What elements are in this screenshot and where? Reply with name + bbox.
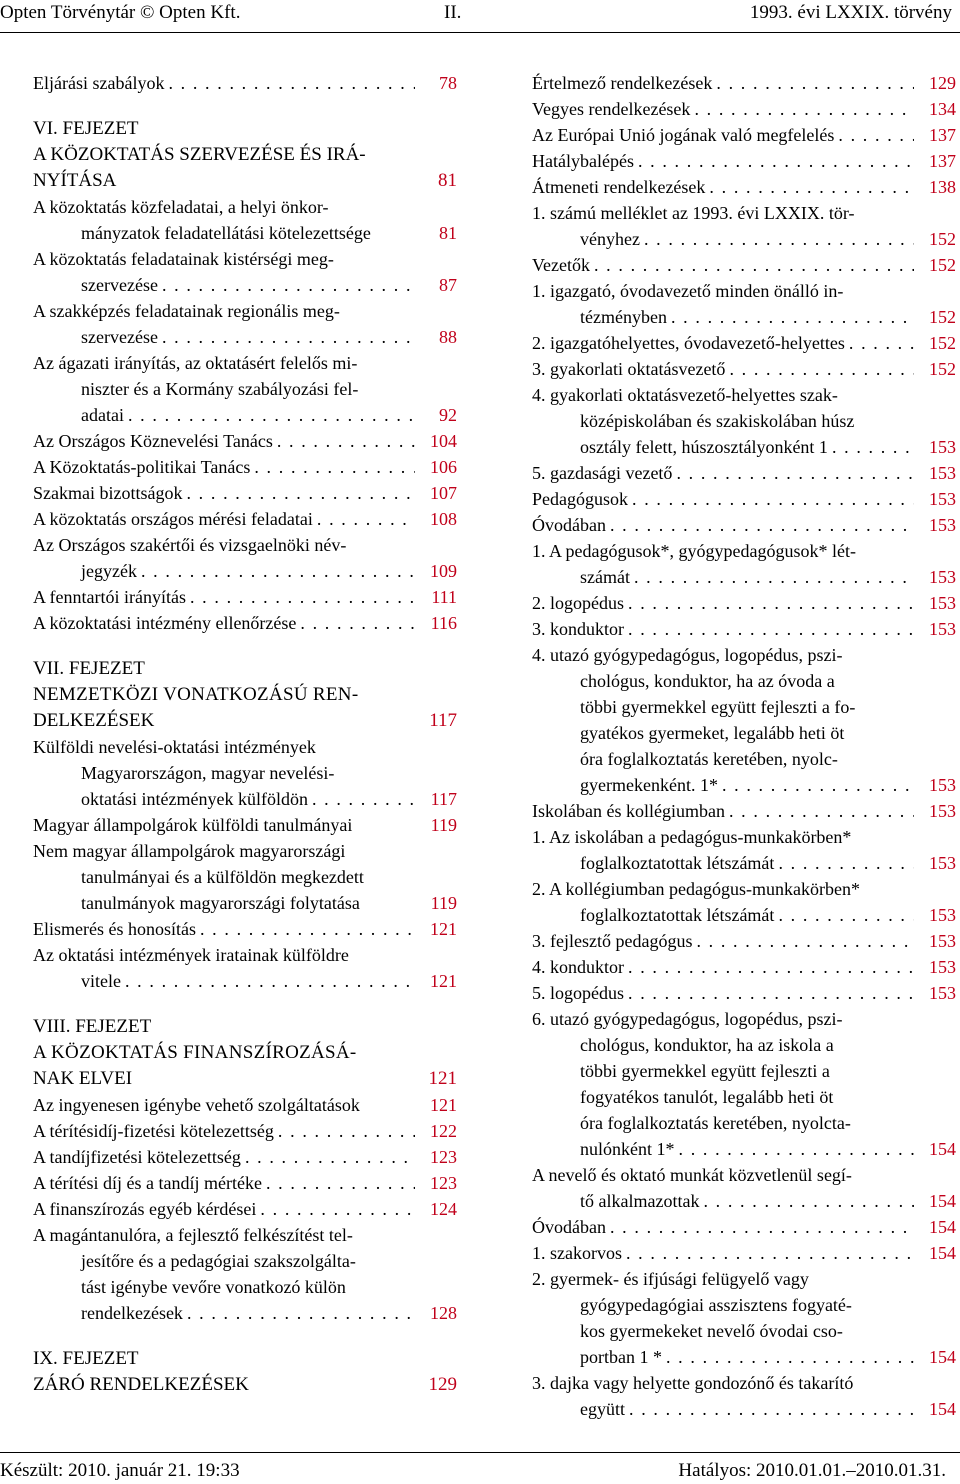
toc-entry[interactable]: Iskolában és kollégiumban . . . 153 [532, 798, 956, 824]
chapter-heading: VIII. FEJEZET [33, 1016, 152, 1037]
toc-entry[interactable]: Az Európai Unió jogának való megfelelés . . . 137 [532, 122, 956, 148]
toc-entry[interactable]: 3. konduktor . . . 153 [532, 616, 956, 642]
toc-entry-line: 1. A pedagógusok*, gyógypedagógusok* lét- [532, 541, 856, 561]
toc-entry-line: 4. utazó gyógypedagógus, logopédus, pszi- [532, 645, 843, 665]
toc-entry-line: 1. számú melléklet az 1993. évi LXXIX. tör- [532, 203, 855, 223]
page-number: 154 [929, 1399, 956, 1419]
page-number: 121 [430, 1095, 457, 1115]
page-number: 117 [429, 710, 457, 731]
toc-entry[interactable]: vényhez . . . 152 [532, 226, 956, 252]
page-number: 154 [929, 1139, 956, 1159]
toc-entry[interactable]: gyermekenként. 1* . . . 153 [532, 772, 956, 798]
page-number: 106 [430, 457, 457, 477]
toc-entry[interactable]: Pedagógusok . . . 153 [532, 486, 956, 512]
page-number: 137 [929, 151, 956, 171]
chapter-title: A KÖZOKTATÁS FINANSZÍROZÁSÁ- [33, 1042, 357, 1063]
chapter-title-end[interactable]: DELKEZÉSEK 117 [33, 708, 457, 734]
toc-entry[interactable]: A finanszírozás egyéb kérdései . . . 124 [33, 1196, 457, 1222]
toc-entry-line: tást igénybe vevőre vonatkozó külön [81, 1277, 346, 1297]
chapter-title-end[interactable]: ZÁRÓ RENDELKEZÉSEK 129 [33, 1372, 457, 1398]
page-number: 129 [929, 73, 956, 93]
toc-entry[interactable]: Átmeneti rendelkezések . . . 138 [532, 174, 956, 200]
header-rule [0, 32, 960, 33]
page-number: 121 [428, 1068, 457, 1089]
toc-entry-line: többi gyermekkel együtt fejleszti a fo- [580, 697, 856, 717]
toc-entry-line: chológus, konduktor, ha az óvoda a [580, 671, 835, 691]
page-number: 153 [929, 619, 956, 639]
page-number: 116 [430, 613, 457, 633]
toc-entry[interactable]: nulónként 1* . . . 154 [532, 1136, 956, 1162]
toc-entry-line: gyatékos gyermeket, legalább heti öt [580, 723, 845, 743]
page-number: 121 [430, 971, 457, 991]
page-number: 153 [929, 931, 956, 951]
page-number: 87 [439, 275, 457, 295]
page-number: 107 [430, 483, 457, 503]
toc-entry[interactable]: együtt . . . 154 [532, 1396, 956, 1422]
toc-entry-line: Az ágazati irányítás, az oktatásért felelős mi- [33, 353, 358, 373]
page-number: 154 [929, 1347, 956, 1367]
toc-entry-line: Magyarországon, magyar nevelési- [81, 763, 335, 783]
toc-entry[interactable]: Elismerés és honosítás . . . 121 [33, 916, 457, 942]
page-number: 109 [430, 561, 457, 581]
toc-entry-line: Nem magyar állampolgárok magyarországi [33, 841, 346, 861]
toc-entry-line: 2. A kollégiumban pedagógus-munkakörben* [532, 879, 860, 899]
toc-entry[interactable]: 5. gazdasági vezető . . . 153 [532, 460, 956, 486]
toc-entry-line: 3. dajka vagy helyette gondozónő és takarító [532, 1373, 854, 1393]
header-left: Opten Törvénytár © Opten Kft. [0, 2, 241, 23]
page-number: 123 [430, 1173, 457, 1193]
page-number: 117 [430, 789, 457, 809]
footer-right: Hatályos: 2010.01.01.–2010.01.31. [678, 1460, 946, 1481]
toc-entry[interactable]: A térítési díj és a tandíj mértéke . . . 123 [33, 1170, 457, 1196]
page-number: 153 [929, 983, 956, 1003]
chapter-title-end[interactable]: NYÍTÁSA 81 [33, 168, 457, 194]
page-footer [0, 1458, 960, 1484]
toc-entry[interactable]: tézményben . . . 152 [532, 304, 956, 330]
page-number: 104 [430, 431, 457, 451]
footer-left: Készült: 2010. január 21. 19:33 [0, 1460, 240, 1481]
toc-entry[interactable]: 2. logopédus . . . 153 [532, 590, 956, 616]
page-number: 92 [439, 405, 457, 425]
page-number: 119 [430, 815, 457, 835]
page-number: 81 [439, 223, 457, 243]
page-number: 153 [929, 775, 956, 795]
chapter-title: A KÖZOKTATÁS SZERVEZÉSE ÉS IRÁ- [33, 144, 366, 165]
toc-entry-line: A szakképzés feladatainak regionális meg- [33, 301, 340, 321]
toc-entry[interactable]: Vegyes rendelkezések . . . 134 [532, 96, 956, 122]
toc-entry[interactable]: Óvodában . . . 153 [532, 512, 956, 538]
page-number: 152 [929, 359, 956, 379]
chapter-heading: IX. FEJEZET [33, 1348, 139, 1369]
page-number: 124 [430, 1199, 457, 1219]
toc-entry[interactable]: vitele . . . 121 [33, 968, 457, 994]
page-number: 153 [929, 489, 956, 509]
toc-entry[interactable]: A fenntartói irányítás . . . 111 [33, 584, 457, 610]
toc-entry[interactable]: Szakmai bizottságok . . . 107 [33, 480, 457, 506]
toc-entry-line: niszter és a Kormány szabályozási fel- [81, 379, 359, 399]
page-number: 129 [428, 1374, 457, 1395]
toc-entry-line: óra foglalkoztatás keretében, nyolcta- [580, 1113, 851, 1133]
toc-entry[interactable]: Eljárási szabályok . . . 78 [33, 70, 457, 96]
toc-entry-line: tanulmányai és a külföldön megkezdett [81, 867, 364, 887]
footer-rule [0, 1452, 960, 1453]
page-number: 153 [929, 463, 956, 483]
page-number: 152 [929, 333, 956, 353]
toc-entry-line: Külföldi nevelési-oktatási intézmények [33, 737, 316, 757]
page-number: 111 [431, 587, 457, 607]
page-number: 81 [438, 170, 457, 191]
page-number: 154 [929, 1191, 956, 1211]
toc-entry[interactable]: 1. szakorvos . . . 154 [532, 1240, 956, 1266]
page-number: 128 [430, 1303, 457, 1323]
page-number: 153 [929, 437, 956, 457]
toc-entry[interactable]: oktatási intézmények külföldön . . . 117 [33, 786, 457, 812]
toc-entry[interactable]: mányzatok feladatellátási kötelezettsége 81 [33, 220, 457, 246]
page-number: 153 [929, 567, 956, 587]
toc-entry[interactable]: rendelkezések . . . 128 [33, 1300, 457, 1326]
chapter-heading: VI. FEJEZET [33, 118, 139, 139]
toc-entry[interactable]: 3. gyakorlati oktatásvezető . . . 152 [532, 356, 956, 382]
page-number: 154 [929, 1243, 956, 1263]
toc-entry-line: kos gyermekeket nevelő óvodai cso- [580, 1321, 843, 1341]
toc-entry[interactable]: portban 1 * . . . 154 [532, 1344, 956, 1370]
toc-entry-line: 4. gyakorlati oktatásvezető-helyettes szak- [532, 385, 838, 405]
toc-entry[interactable]: Az ingyenesen igénybe vehető szolgáltatások 121 [33, 1092, 457, 1118]
toc-entry[interactable]: A közoktatási intézmény ellenőrzése . . . 116 [33, 610, 457, 636]
toc-entry[interactable]: tanulmányok magyarországi folytatása 119 [33, 890, 457, 916]
toc-entry-line: jesítőre és a pedagógiai szakszolgálta- [81, 1251, 356, 1271]
toc-entry[interactable]: Vezetők . . . 152 [532, 252, 956, 278]
toc-entry[interactable]: 4. konduktor . . . 153 [532, 954, 956, 980]
page-header [0, 0, 960, 30]
toc-entry[interactable]: Hatálybalépés . . . 137 [532, 148, 956, 174]
toc-entry[interactable]: számát . . . 153 [532, 564, 956, 590]
toc-entry[interactable]: tő alkalmazottak . . . 154 [532, 1188, 956, 1214]
page-number: 153 [929, 905, 956, 925]
page-number: 122 [430, 1121, 457, 1141]
toc-entry[interactable]: adatai . . . 92 [33, 402, 457, 428]
toc-entry-line: 1. igazgató, óvodavezető minden önálló in- [532, 281, 844, 301]
toc-entry[interactable]: Az Országos Köznevelési Tanács . . . 104 [33, 428, 457, 454]
toc-entry[interactable]: foglalkoztatottak létszámát . . . 153 [532, 902, 956, 928]
page-number: 108 [430, 509, 457, 529]
toc-entry[interactable]: Magyar állampolgárok külföldi tanulmányai 119 [33, 812, 457, 838]
toc-entry-line: A nevelő és oktató munkát közvetlenül segí- [532, 1165, 852, 1185]
page-number: 152 [929, 229, 956, 249]
toc-entry-line: A közoktatás feladatainak kistérségi meg- [33, 249, 334, 269]
toc-entry-line: gyógypedagógiai asszisztens fogyaté- [580, 1295, 852, 1315]
page-number: 153 [929, 515, 956, 535]
toc-entry[interactable]: A tandíjfizetési kötelezettség . . . 123 [33, 1144, 457, 1170]
toc-entry[interactable]: 3. fejlesztő pedagógus . . . 153 [532, 928, 956, 954]
toc-entry-line: chológus, konduktor, ha az iskola a [580, 1035, 834, 1055]
toc-entry[interactable]: szervezése . . . 87 [33, 272, 457, 298]
page-number: 153 [929, 593, 956, 613]
page-number: 137 [929, 125, 956, 145]
toc-entry[interactable]: jegyzék . . . 109 [33, 558, 457, 584]
toc-entry-line: többi gyermekkel együtt fejleszti a [580, 1061, 830, 1081]
page-number: 123 [430, 1147, 457, 1167]
toc-entry[interactable]: Értelmező rendelkezések . . . 129 [532, 70, 956, 96]
page-number: 88 [439, 327, 457, 347]
toc-entry[interactable]: Óvodában . . . 154 [532, 1214, 956, 1240]
toc-entry-line: 2. gyermek- és ifjúsági felügyelő vagy [532, 1269, 809, 1289]
toc-entry[interactable]: 5. logopédus . . . 153 [532, 980, 956, 1006]
toc-entry-line: Az Országos szakértői és vizsgaelnöki név- [33, 535, 347, 555]
toc-entry-line: A magántanulóra, a fejlesztő felkészítést tel- [33, 1225, 353, 1245]
page-number: 134 [929, 99, 956, 119]
toc-entry-line: 1. Az iskolában a pedagógus-munkakörben* [532, 827, 852, 847]
page-number: 152 [929, 255, 956, 275]
toc-right-column [532, 70, 956, 1422]
toc-entry[interactable]: A közoktatás országos mérési feladatai . . . 108 [33, 506, 457, 532]
header-right: 1993. évi LXXIX. törvény [749, 2, 952, 23]
header-center: II. [444, 2, 462, 23]
toc-entry[interactable]: szervezése . . . 88 [33, 324, 457, 350]
page-number: 153 [929, 801, 956, 821]
toc-entry-line: középiskolában és szakiskolában húsz [580, 411, 855, 431]
toc-entry-line: A közoktatás közfeladatai, a helyi önkor- [33, 197, 329, 217]
toc-entry-line: óra foglalkoztatás keretében, nyolc- [580, 749, 838, 769]
toc-entry[interactable]: osztály felett, húszosztályonként 1 . . . 153 [532, 434, 956, 460]
toc-left-column [33, 70, 457, 1398]
chapter-title: NEMZETKÖZI VONATKOZÁSÚ REN- [33, 684, 359, 705]
page-number: 152 [929, 307, 956, 327]
chapter-heading: VII. FEJEZET [33, 658, 145, 679]
page-number: 153 [929, 853, 956, 873]
toc-entry-line: 6. utazó gyógypedagógus, logopédus, pszi- [532, 1009, 843, 1029]
toc-entry-line: Az oktatási intézmények iratainak külföldre [33, 945, 349, 965]
toc-entry-line: fogyatékos tanulót, legalább heti öt [580, 1087, 834, 1107]
page-number: 121 [430, 919, 457, 939]
page-number: 119 [430, 893, 457, 913]
page-number: 138 [929, 177, 956, 197]
page-number: 154 [929, 1217, 956, 1237]
toc-entry[interactable]: 2. igazgatóhelyettes, óvodavezető-helyettes . . . 152 [532, 330, 956, 356]
toc-entry[interactable]: foglalkoztatottak létszámát . . . 153 [532, 850, 956, 876]
chapter-title-end[interactable]: NAK ELVEI 121 [33, 1066, 457, 1092]
toc-entry[interactable]: A Közoktatás-politikai Tanács . . . 106 [33, 454, 457, 480]
page-number: 78 [439, 73, 457, 93]
page-number: 153 [929, 957, 956, 977]
toc-entry[interactable]: A térítésidíj-fizetési kötelezettség . . . 122 [33, 1118, 457, 1144]
